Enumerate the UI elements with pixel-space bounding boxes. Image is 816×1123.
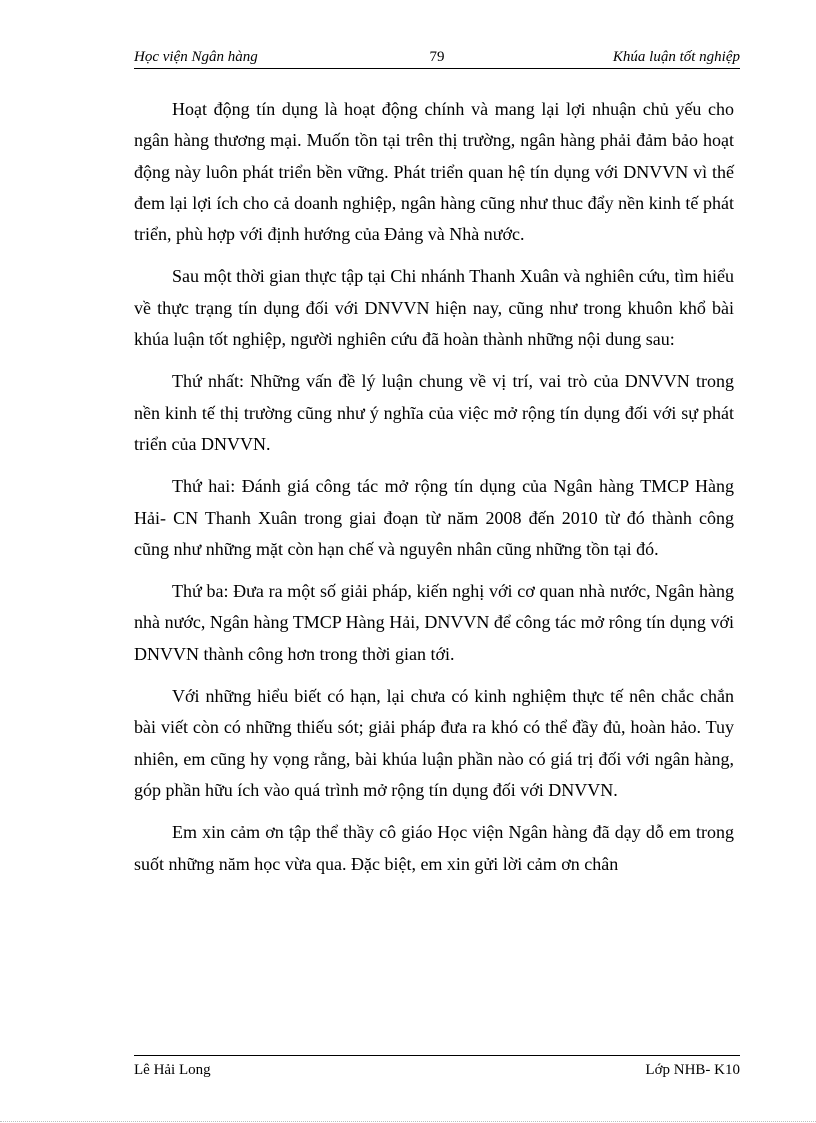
paragraph-first-point: Thứ nhất: Những vấn đề lý luận chung về vị trí, vai trò của DNVVN trong nền kinh tế thị trường cũng như ý nghĩa của việc mở rộng tín dụng đối với sự phát triển của DNVVN. (134, 371, 734, 454)
page-edge-divider (0, 1121, 816, 1122)
paragraph-limitations: Với những hiểu biết có hạn, lại chưa có kinh nghiệm thực tế nên chắc chắn bài viết còn có những thiếu sót; giải pháp đưa ra khó có thể đầy đủ, hoàn hảo. Tuy nhiên, em cũng hy vọng rằng, bài khúa luận phần nào có giá trị đối với ngân hàng, góp phần hữu ích vào quá trình mở rộng tín dụng đối với DNVVN. (134, 686, 734, 800)
paragraph-acknowledgement: Em xin cảm ơn tập thể thầy cô giáo Học viện Ngân hàng đã dạy dỗ em trong suốt những năm học vừa qua. Đặc biệt, em xin gửi lời cảm ơn chân (134, 822, 734, 874)
header-institution: Học viện Ngân hàng (134, 49, 258, 65)
paragraph-second-point: Thứ hai: Đánh giá công tác mở rộng tín dụng của Ngân hàng TMCP Hàng Hải- CN Thanh Xuân trong giai đoạn từ năm 2008 đến 2010 từ đó thành công cũng như những mặt còn hạn chế và nguyên nhân cũng những tồn tại đó. (134, 476, 734, 559)
page-number: 79 (429, 49, 445, 65)
page-body (134, 94, 734, 880)
paragraph-internship-summary: Sau một thời gian thực tập tại Chi nhánh Thanh Xuân và nghiên cứu, tìm hiểu về thực trạng tín dụng đối với DNVVN hiện nay, cũng như trong khuôn khổ bài khúa luận tốt nghiệp, người nghiên cứu đã hoàn thành những nội dung sau: (134, 266, 734, 350)
header-doc-type: Khúa luận tốt nghiệp (612, 49, 740, 65)
page-footer (134, 1055, 740, 1080)
page-header (134, 46, 740, 69)
footer-author: Lê Hải Long (134, 1062, 211, 1078)
paragraph-credit-activity: Hoạt động tín dụng là hoạt động chính và mang lại lợi nhuận chủ yếu cho ngân hàng thương mại. Muốn tồn tại trên thị trường, ngân hàng phải đảm bảo hoạt động này luôn phát triển bền vững. Phát triển quan hệ tín dụng với DNVVN vì thế đem lại lợi ích cho cả doanh nghiệp, ngân hàng cũng như thuc đẩy nền kinh tế phát triển, phù hợp với định hướng của Đảng và Nhà nước. (134, 99, 734, 245)
paragraph-third-point: Thứ ba: Đưa ra một số giải pháp, kiến nghị với cơ quan nhà nước, Ngân hàng nhà nước, Ngân hàng TMCP Hàng Hải, DNVVN để công tác mở rông tín dụng với DNVVN thành công hơn trong thời gian tới. (134, 581, 734, 664)
footer-class: Lớp NHB- K10 (645, 1062, 740, 1078)
